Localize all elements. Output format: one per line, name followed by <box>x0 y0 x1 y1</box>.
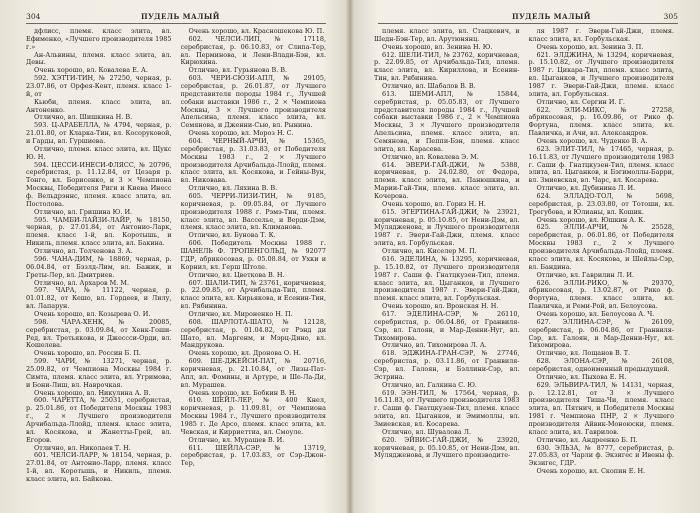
entry-paragraph: 624. ЭЛЛАДО-ТОЛ, № 5698, серебристая, р. 23.03.80, от Тотоши, вл. Трегубова, и Юлианы, вл. Кошик. <box>528 192 674 216</box>
entry-paragraph: 606. Победитель Москвы 1988 г. ШАНЕЛЬ Ф. ТРОПЕНГОЛЬД, № 92077 ГДР, абрикосовая, р. 05.08.84, от Ухки и Корнил, вл. Герш Штоле. <box>180 239 326 271</box>
header-rule <box>26 23 326 24</box>
page-number: 304 <box>26 12 41 21</box>
entry-paragraph: Очень хорошо, вл. Красношекова Ю. П. <box>188 28 325 35</box>
left-page-columns <box>26 28 326 505</box>
entry-paragraph: 608. ШАРЛОТА-ШАТО, № 12128, серебристая, р. 01.04.82, от Рэнд ди Шато, вл. Маргенм, и Мэрц-Дино, вл. Мандрукова. <box>180 317 326 350</box>
entry-paragraph: Отлично, вл. Архаров М. М. <box>34 278 129 287</box>
entry-paragraph: 594. ЦЕССИ-ИНЕСИ-ФЛЯСС, № 20796, серебристая, р. 11.12.84, от Цезаря р. Тонго, вл. Борисенко, и 3 × Чемпиона Москвы, Победителя Риги и Киева Инесс ф. Вельдрэннс, племя. класс элита, вл. Постолова. <box>26 160 172 208</box>
entry-paragraph: 617. ЭДЕЛИНА-СЭР, № 26110, серебристая, р. 06.04.86, от Гранвиля-Сэр, вл. Галоян, и Мар-Денни-Нуг, вл. Тихомирова. <box>374 309 520 342</box>
entry-paragraph: Отлично, вл. Ковалева Э. М. <box>382 152 479 161</box>
entry-paragraph: Отлично, вл. Гаврилин Л. И. <box>536 270 635 279</box>
entry-paragraph: 610. ШЕЙЛ-ЛЕР, № 400 Кнел, коричневая, р. 11.09.81, от Чемпиона Москвы 1984 г., Лучшего производителя 1985 г. Де Арсо, племя. класс элита, вл. Чевская, и Кирриеттиа, вл. Смоуле. <box>180 396 326 436</box>
entry-paragraph: Очень хорошо, вл. Вронская Н. Н. <box>382 302 499 311</box>
entry-paragraph: 614. ЭВЕРИ-ГАЙ-ДЖИ, № 5388, коричневая, р. 24.02.80, от Федора, племя. класс элита, вл. Панюшкина, и Марии-Гай-Тин, племя. класс элита, вл. Кочерова. <box>374 160 520 201</box>
entry-paragraph: 622. ЭЛИ-МИКС, № 27258, абрикосовая, р. 16.09.86, от Рико ф. Фортуна, племя. класс элита, вл. Павличка, и Ачи, вл. Александров. <box>528 105 674 138</box>
entry-paragraph: 626. ЭЛЛИ-РИКО, № 29370, абрикосовая, р. 13.02.87, от Рико ф. Фортуна, племя. класс элита, вл. Павличка, и Реми-Рой, вл. Белоусова. <box>528 278 674 311</box>
entry-paragraph: Очень хорошо, вл. Зенина Н. Ю. <box>382 42 493 51</box>
text-column <box>181 28 327 505</box>
entry-paragraph: Отлично, вл. Мироненко Н. П. <box>188 309 293 318</box>
entry-paragraph: 628. ЭЛОНА-СЭР, № 26108, серебристая, одноименный предыдущей. <box>528 357 674 373</box>
text-column <box>26 28 172 505</box>
left-page <box>0 0 348 513</box>
entry-paragraph: Отлично, вл. Гурьянова В. В. <box>188 66 288 75</box>
entry-paragraph: 629. ЭЛЬВИРА-ТИЛ, № 14131, черная, р. 12.12.81, от 3 × Лучшего производителя Тиша-Чи, племя. класс элита, вл. Пятнич, и Победителя Москвы 1981 г. Чемпиона ПНР, 2 × Лучшего производителя Айвик-Моноюски, племя. класс элита, вл. Гаврилов. <box>528 380 674 436</box>
entry-paragraph: 630. ЭЛЬЗА, № 8777, серебристая, р. 27.05.83, от Чарли ф. Экзигес и Ивены ф. Экзигес, ГДР. <box>528 443 674 468</box>
entry-paragraph: 602. ЧЕЛСИ-ЛИП, № 17118, серебристая, р. 06.10.83, от Слипа-Тер, вл. Перминова, и Лени-Влади-Бэн, вл. Кирюхина. <box>180 34 326 67</box>
entry-paragraph: 613. ШЕМИ-АПЛ, № 15844, серебристая, р. 05.05.83, от Лучшего представителя породы 1984 г., Лучшей собаки выставки 1986 г., 2 × Чемпиона Москвы, 3 × Лучшего производителя Апельсина, племя. класс элита, вл. Семянова, и Пеппи-Бэн, племя. класс элита, вл. Карасева. <box>374 89 520 153</box>
entry-paragraph: 592. ХЭТТИ-ТИН, № 27250, черная, р. 23.07.86, от Орфея-Кент, племя. класс 1-й, от <box>26 74 172 98</box>
entry-paragraph: 603. ЧЕРИ-СЮЗИ-АПЛ, № 29105, серебристая, р. 26.01.87, от Лучшего представителя породы 1984 г., Лучшей собаки выставки 1986 г., 2 × Чемпиона Москвы, 3 × Лучшего производителя Апельсина, племя. класс элита, вл. Семянова, и Дженни-Сью, вл. Рынина. <box>180 74 326 130</box>
entry-paragraph: 600. ЧАРЕТТА, № 25031, серебристая, р. 25.01.86, от Победителя Москвы 1983 г., 2 × Лучшего производителя Арчибальда-Ллойд, племя. класс элита, вл. Косякова, и Жанетты-Грей, вл. Егоров. <box>26 396 172 444</box>
header-rule <box>378 23 678 24</box>
entry-paragraph: Очень хорошо, вл. Белоусова А. Ч. <box>536 309 655 318</box>
entry-paragraph: ля 1987 г. Эвери-Гай-Джи, племя. класс элита, вл. Горбульская. <box>528 28 674 43</box>
entry-paragraph: 605. ЧЕРРИ-ЛИЗИ-ТИН, № 9185, коричневая, р. 09.05.84, от Лучшего производителя 1988 г. Рэмэ-Тин, племя. класс элита, вл. Васселье, и Верди-Дэм, племя. класс элита, вл. Климанова. <box>180 192 326 232</box>
entry-paragraph: Очень хорошо, вл. Юшкин А. К. <box>536 215 646 224</box>
right-page-columns <box>374 28 674 505</box>
entry-paragraph: Отлично, племя. класс элита, вл. Щукс Ю. Н. <box>26 144 172 161</box>
running-title: ПУДЕЛЬ МАЛЫЙ <box>141 12 220 21</box>
entry-paragraph: Очень хорошо, вл. Зенина З. П. <box>536 42 644 51</box>
entry-paragraph: Отлично, вл. Дубинина Л. И. <box>536 184 636 193</box>
entry-paragraph: 615. ЭГЕРТИНА-ГАЙ-ДЖИ, № 23921, коричневая, р. 05.10.85, от Нени-Дэм, вл. Мулядженова, и Лучшего производителя 1987 г. Эвери-Гай-Джи, племя. класс элита, вл. Горбульская. <box>374 207 520 248</box>
entry-paragraph: 601. ЧЕЛСИ-ЛАРР, № 18154, черная, р. 27.01.84, от Антонио-Ларр, племя. класс 1-й, вл. Коротышь, и Никиль, племя. класс элита, вл. Байкова. <box>26 451 172 483</box>
entry-paragraph: племя. класс элита, вл. Стацкевич, и Шедн-Бэн-Тер, вл. Арутюнянц. <box>374 28 520 43</box>
entry-paragraph: Отлично, вл. Шабалов В. В. <box>382 82 476 91</box>
entry-paragraph: Очень хорошо, вл. Никулина А. В. <box>34 388 151 397</box>
entry-paragraph: 598. ЧАРА-ХЕНК, № 20085, серебристая, р. 03.09.84, от Хенк-Гоши-Ред, вл. Третьякова, и Джессси-Орди, вл. Кошелева. <box>26 317 172 350</box>
entry-paragraph: Отлично, вл. Гришина Ю. И. <box>34 207 133 216</box>
left-page-header <box>26 12 326 26</box>
entry-paragraph: 623. ЭЛИТ-ТИЛ, № 17465, черная, р. 16.11.83, от Лучшего производителя 1983 г. Саши ф. Гнатцкузен-Тил, племя. класс элита, вл. Цыганков, и Бэгимоллы-Барри, вл. Змиевская, вл. Чарс, вл. Косарева. <box>528 144 674 185</box>
entry-paragraph: Отлично, вл. Шишкина Н. В. <box>34 113 133 122</box>
page-number: 305 <box>663 12 678 21</box>
entry-paragraph: Отлично, вл. Шувалова Л. <box>382 427 472 436</box>
right-page <box>352 0 700 513</box>
entry-paragraph: Отлично, вл. Киселер М. П. <box>382 247 477 256</box>
entry-paragraph: 599. ЧАРИ, № 13271, черная, р. 25.09.82, от Чемпиона Москвы 1984 г. Симта, племя. класс элита, вл. Угримова, и Бони-Лиш, вл. Наврочкая. <box>26 357 172 389</box>
entry-paragraph: Очень хорошо, вл. Мороз Н. С. <box>188 129 294 138</box>
entry-paragraph: Очень хорошо, вл. Чуденко В. А. <box>536 137 648 146</box>
entry-paragraph: Ан-Альвины, племя. класс элита, вл. Девы. <box>26 50 172 67</box>
entry-paragraph: Отлично, вл. Николаев Т. Н. <box>34 443 131 452</box>
entry-paragraph: Отлично, вл. Мурашев В. И. <box>188 435 285 444</box>
entry-paragraph: дфлисс, племя. класс элита, вл. Ефименко, «Лучшего производителя 1985 г.» <box>26 28 172 51</box>
entry-paragraph: Отлично, вл. Цветкова В. Н. <box>188 270 285 279</box>
entry-paragraph: Очень хорошо, вл. Скопин Е. Н. <box>536 467 646 476</box>
entry-paragraph: 619. ЭЭН-ТИЛ, № 17564, черная, р. 16.11.83, от Лучшего производителя 1983 г. Саши ф. Гнатцкузен-Тил, племя. класс элита, вл. Цыганков, и Эмимоллы, вл. Змиевская, вл. Косарева. <box>374 388 520 428</box>
entry-paragraph: 612. ШЕЛИ-ТИЛ, № 23762, коричневая, р. 22.09.85, от Арчибальда-Тил, племя. класс элита, вл. Кириллова, и Есенин-Тин, вл. Рябинина. <box>374 50 520 83</box>
entry-paragraph: 618. ЭДЖИНА-ГРАН-СЭР, № 27746, серебристая, р. 03.11.86, от Гранвиля-Сэр, вл. Галоян, и Бэллини-Сэр, вл. Эстрина. <box>374 349 520 381</box>
entry-paragraph: Очень хорошо, вл. Дронова О. Н. <box>188 349 301 358</box>
entry-paragraph: Отлично, вл. Бунова Т. К. <box>188 231 276 240</box>
running-title: ПУДЕЛЬ МАЛЫЙ <box>512 12 591 21</box>
text-column <box>374 28 520 505</box>
entry-paragraph: 611. ШЕЙЛА-СЭР, № 13719, серебристая, р. 17.03.83, от Сэр-Джон-Тер, <box>180 443 326 468</box>
entry-paragraph: Кьюби, племя. класс элита, вл. Антоненко. <box>26 97 172 114</box>
entry-paragraph: 597. ЧАРА, № 11122, черная, р. 01.01.82, от Кешо, вл. Гордеев, и Лилу, вл. Лапарун. <box>26 286 172 311</box>
entry-paragraph: Отлично, вл. Пыхова Е. Н. <box>536 372 627 381</box>
entry-paragraph: 607. ШАЛИ-ТИП, № 23761, коричневая, р. 22.09.85, от Арчибальда-Тип, племя. класс элита, вл. Кирьякова, и Есенин-Тин, вл. Рябинина. <box>180 278 326 311</box>
entry-paragraph: 593. Ц-АРАБЕЛЛА, № 4794, черная, р. 21.01.80, от Кларка-Тин, вл. Косоруковой, и Гарды, вл. Гуршиева. <box>26 121 172 146</box>
entry-paragraph: 609. ШЕ-ДЖЕЙСИ-ПАТ, № 20716, коричневая, р. 21.10.84, от Лизы-Пат-Апл, вл. Фомины, и Артуре, и Ше-Ла-Ди, вл. Мурашев. <box>180 357 326 389</box>
entry-paragraph: Отлично, вл. Галкина С. Ю. <box>382 380 477 389</box>
entry-paragraph: 627. ЭЛЛИНА-СЭР, № 26109, серебристая, р. 06.04.86, от Гранвиля-Сэр, вл. Галоян, и Мар-Денни-Нуг, вл. Тихомирова. <box>528 317 674 350</box>
entry-paragraph: Отлично, вл. Сергин И. Г. <box>536 97 625 106</box>
entry-paragraph: Очень хорошо, вл. Козырева О. И. <box>34 309 151 318</box>
entry-paragraph: Очень хорошо, вл. Ковалева Е. А. <box>34 66 148 75</box>
entry-paragraph: Отлично, вл. Ляхина В. В. <box>188 184 278 193</box>
entry-paragraph: 621. ЭЛДЖИНА, № 13294, коричневая, р. 15.10.82, от Лучшего производителя 1987 г. Цикара-Тил, племя. класс элита, вл. Цыганков, и Лучшего производителя 1987 г. Эвери-Гай-Джи, племя. класс элита, вл. Горбульская. <box>528 50 674 98</box>
entry-paragraph: 620. ЭЙВИС-ГАЙ-ДЖИ, № 23920, коричневая, р. 05.10.85, от Нени-Дэм, вл. Мулядженова, и Лучшего производите- <box>374 435 520 460</box>
entry-paragraph: Очень хорошо, вл. Россин Б. П. <box>34 349 141 358</box>
entry-paragraph: 596. ЧАНА-ДИМ, № 18869, черная, р. 06.04.84, от Бэзлд-Лим, вл. Бажик, и Греты-Лер, вл. Дмитриев. <box>26 254 172 279</box>
entry-paragraph: Очень хорошо, вл. Бобкин В. Н. <box>188 388 297 397</box>
entry-paragraph: Очень хорошо, вл. Гориз Н. Н. <box>382 199 486 208</box>
right-page-header <box>378 12 678 26</box>
entry-paragraph: 616. ЭДЕЛИНА, № 13295, коричневая, р. 15.10.82, от Лучшего производителя 1987 г. Саши ф. Гнатцкузен-Тил, племя. класс элита, вл. Цыганков, и Лучшего производителя 1987 г. Эвери-Гай-Джи, племя. класс элита, вл. Горбульская. <box>374 254 520 303</box>
entry-paragraph: Отлично, вл. Андреенко Б. П. <box>536 435 638 444</box>
entry-paragraph: 604. ЧЕРНЫЙ-АРЧИ, № 15365, серебристая, р. 31.03.83, от Победителя Москвы 1983 г., 2 × Лучшего производителя Арчибальда-Ллойд, племя. класс элита, вл. Косякова, и Гейны-Вун, вл. Никовава. <box>180 137 326 185</box>
entry-paragraph: Отлично, вл. Тихомирова Л. А. <box>382 341 487 350</box>
entry-paragraph: 595. ЧАМБИ-ЛАЙЗИ-ЛАЙР, № 18150, черная, р. 27.01.84, от Антонио-Ларк, племя. класс 1-й, вл. Коротышь, и Никиль, племя. класс элита, вл. Бакина. <box>26 215 172 248</box>
entry-paragraph: Отлично, вл. Толченова З. А. <box>34 247 133 256</box>
text-column <box>529 28 675 505</box>
entry-paragraph: Отлично, вл. Лощанов В. Т. <box>536 349 631 358</box>
entry-paragraph: 625. ЭЛЛИ-АРЧИ, № 25528, серебристая, р. 06.01.86, от Победителя Москвы 1983 г., 2 × Лучшего производителя Арчибальда-Ллойд, племя. класс элита, вл. Косякова, и Шейлы-Сэр, вл. Бандина. <box>528 223 674 271</box>
